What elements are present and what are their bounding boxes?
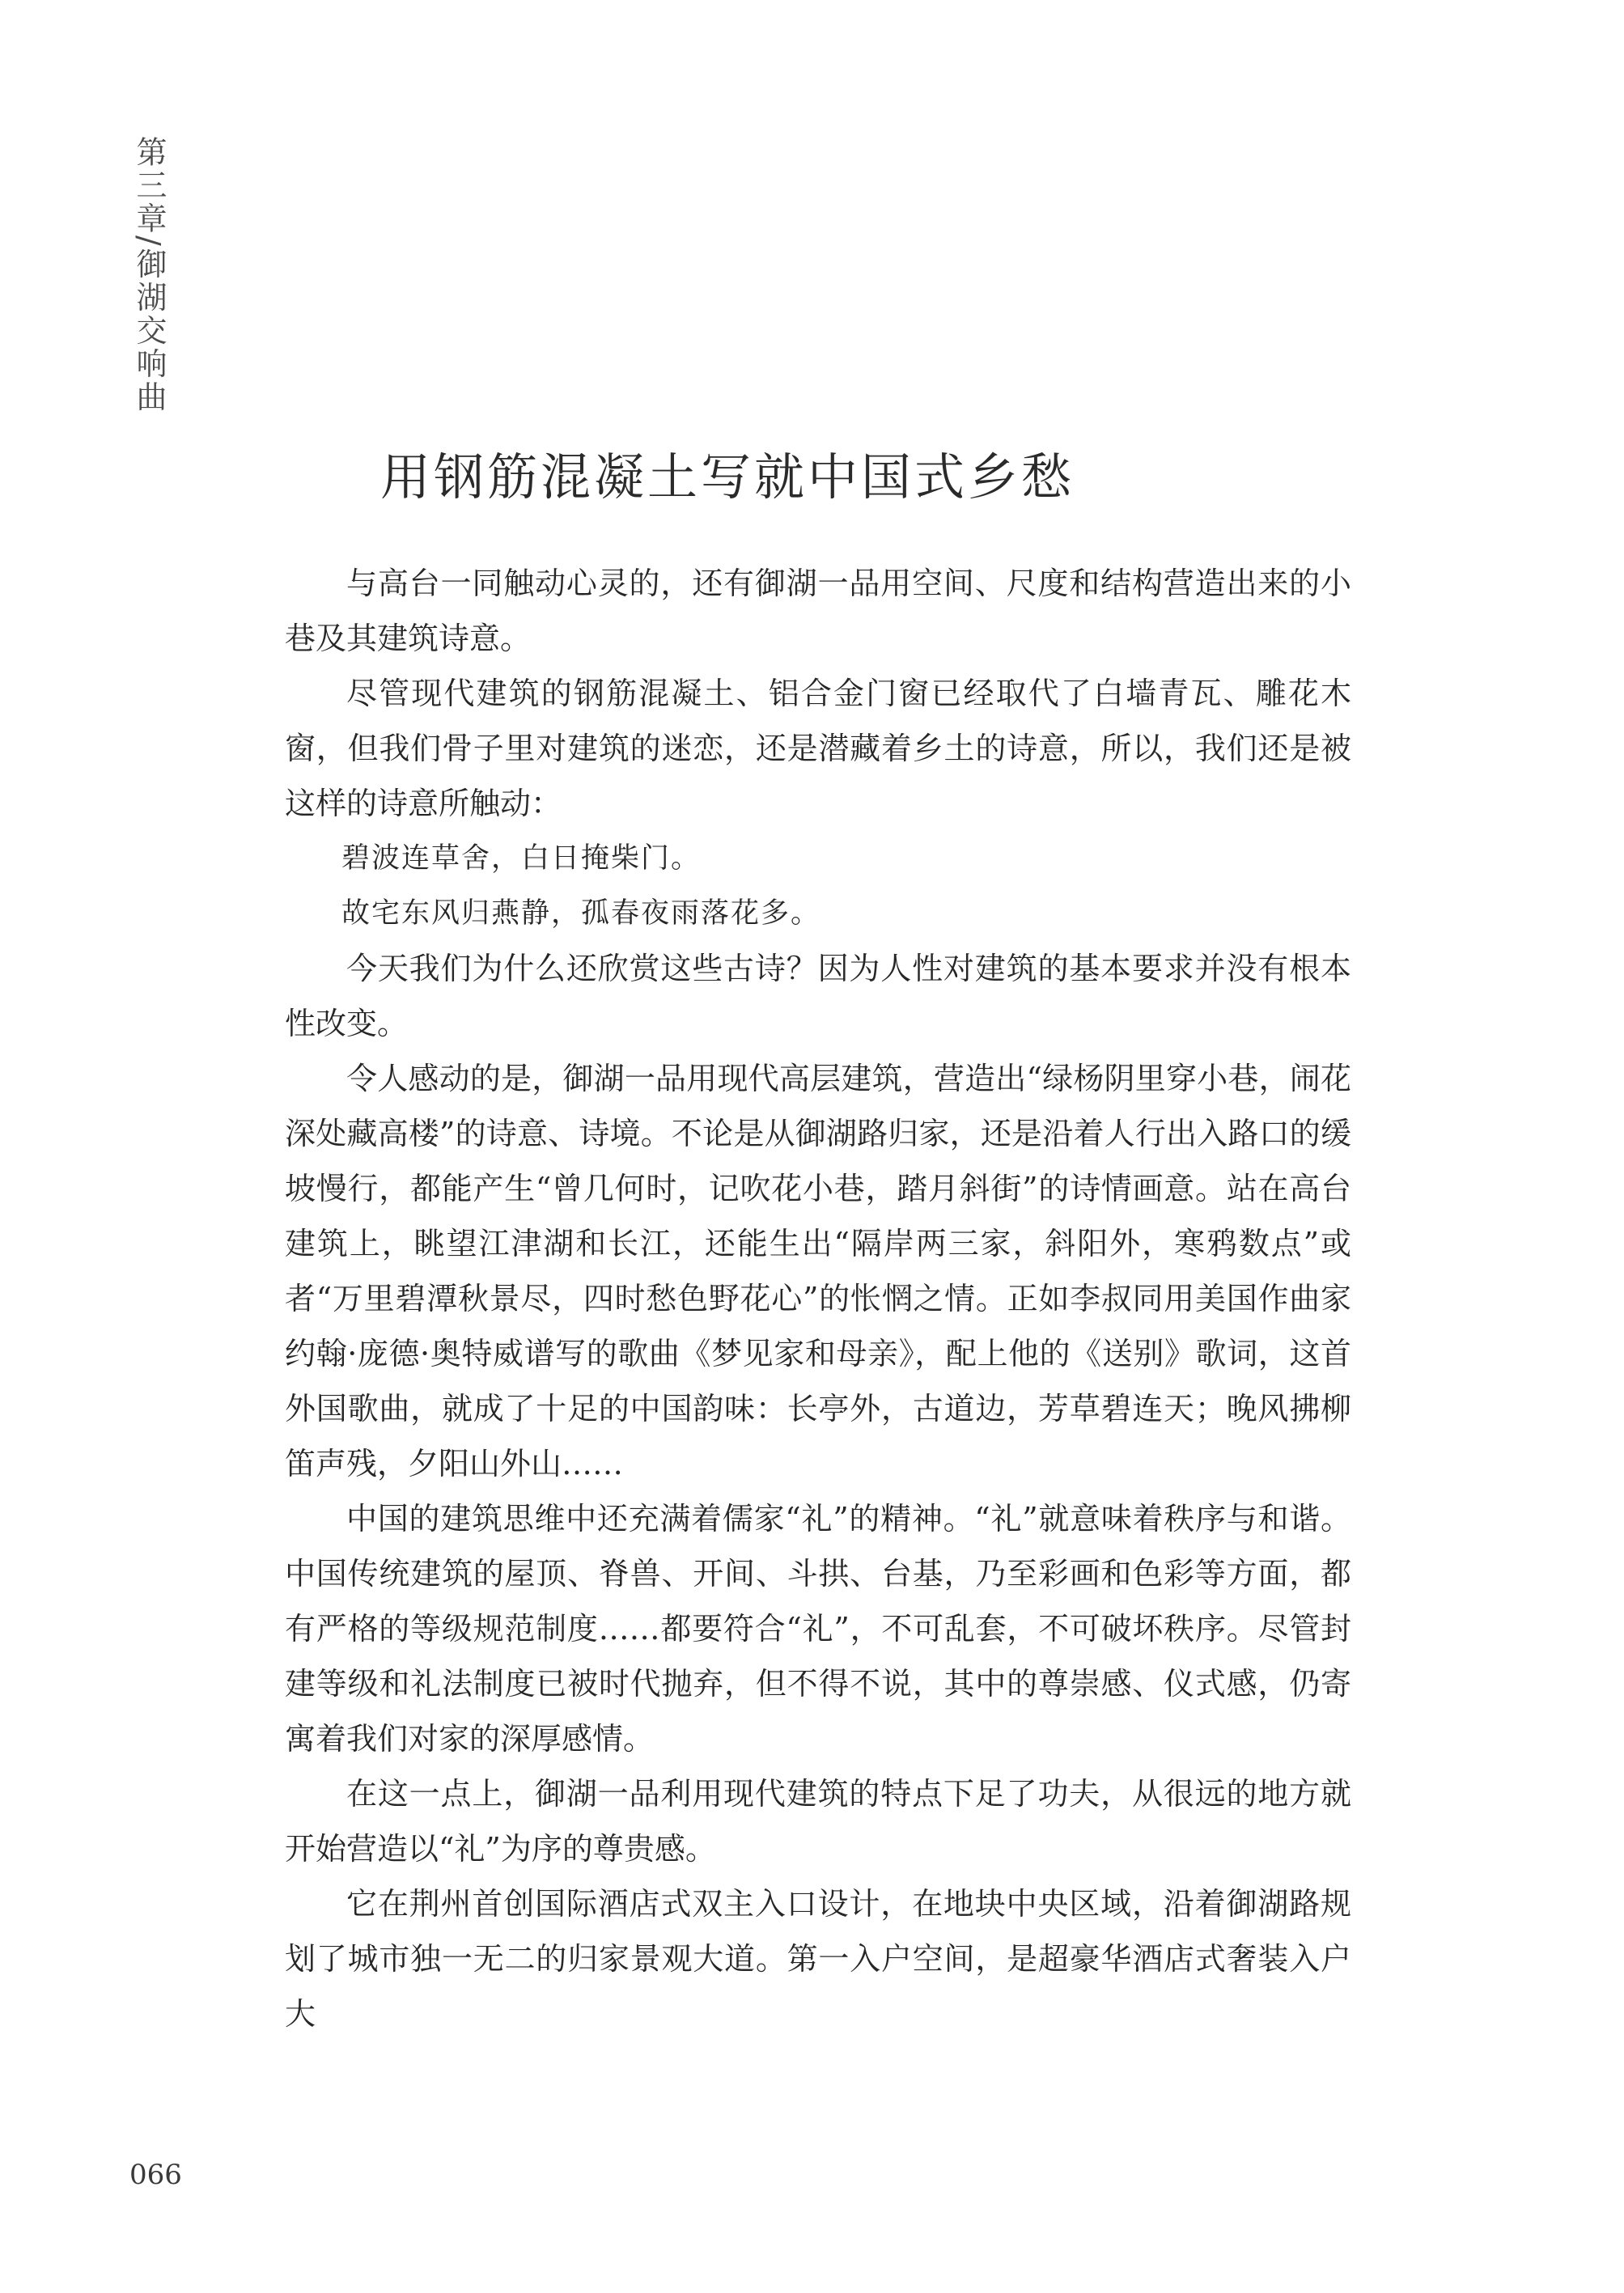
paragraph: 中国的建筑思维中还充满着儒家“礼”的精神。“礼”就意味着秩序与和谐。中国传统建筑的屋顶、脊兽、开间、斗拱、台基，乃至彩画和色彩等方面，都有严格的等级规范制度……都要符合“礼”，不可乱套，不可破坏秩序。尽管封建等级和礼法制度已被时代抛弃，但不得不说，其中的尊崇感、仪式感，仍寄寓着我们对家的深厚感情。 — [285, 1501, 1351, 1757]
paragraph: 与高台一同触动心灵的，还有御湖一品用空间、尺度和结构营造出来的小巷及其建筑诗意。 — [285, 566, 1351, 656]
paragraph: 在这一点上，御湖一品利用现代建筑的特点下足了功夫，从很远的地方就开始营造以“礼”为序的尊贵感。 — [285, 1776, 1351, 1867]
poem-line: 故宅东风归燕静，孤春夜雨落花多。 — [341, 897, 821, 930]
page-number: 066 — [129, 2159, 182, 2191]
paragraph: 令人感动的是，御湖一品用现代高层建筑，营造出“绿杨阴里穿小巷，闹花深处藏高楼”的诗意、诗境。不论是从御湖路归家，还是沿着人行出入路口的缓坡慢行，都能产生“曾几何时，记吹花小巷，踏月斜街”的诗情画意。站在高台建筑上，眺望江津湖和长江，还能生出“隔岸两三家，斜阳外，寒鸦数点”或者“万里碧潭秋景尽，四时愁色野花心”的怅惘之情。正如李叔同用美国作曲家约翰·庞德·奥特威谱写的歌曲《梦见家和母亲》，配上他的《送别》歌词，这首外国歌曲，就成了十足的中国韵味：长亭外，古道边，芳草碧连天；晚风拂柳笛声残，夕阳山外山…… — [285, 1061, 1351, 1481]
running-head: 第三章/御湖交响曲 — [131, 136, 167, 414]
paragraph: 它在荆州首创国际酒店式双主入口设计，在地块中央区域，沿着御湖路规划了城市独一无二的归家景观大道。第一入户空间，是超豪华酒店式奢装入户大 — [285, 1886, 1351, 2032]
paragraph: 今天我们为什么还欣赏这些古诗？因为人性对建筑的基本要求并没有根本性改变。 — [285, 951, 1351, 1041]
poem-line: 碧波连草舍，白日掩柴门。 — [341, 842, 702, 875]
paragraph: 尽管现代建筑的钢筋混凝土、铝合金门窗已经取代了白墙青瓦、雕花木窗，但我们骨子里对建筑的迷恋，还是潜藏着乡土的诗意，所以，我们还是被这样的诗意所触动： — [285, 676, 1351, 821]
section-title: 用钢筋混凝土写就中国式乡愁 — [380, 447, 1075, 506]
body-text — [285, 556, 1351, 2041]
